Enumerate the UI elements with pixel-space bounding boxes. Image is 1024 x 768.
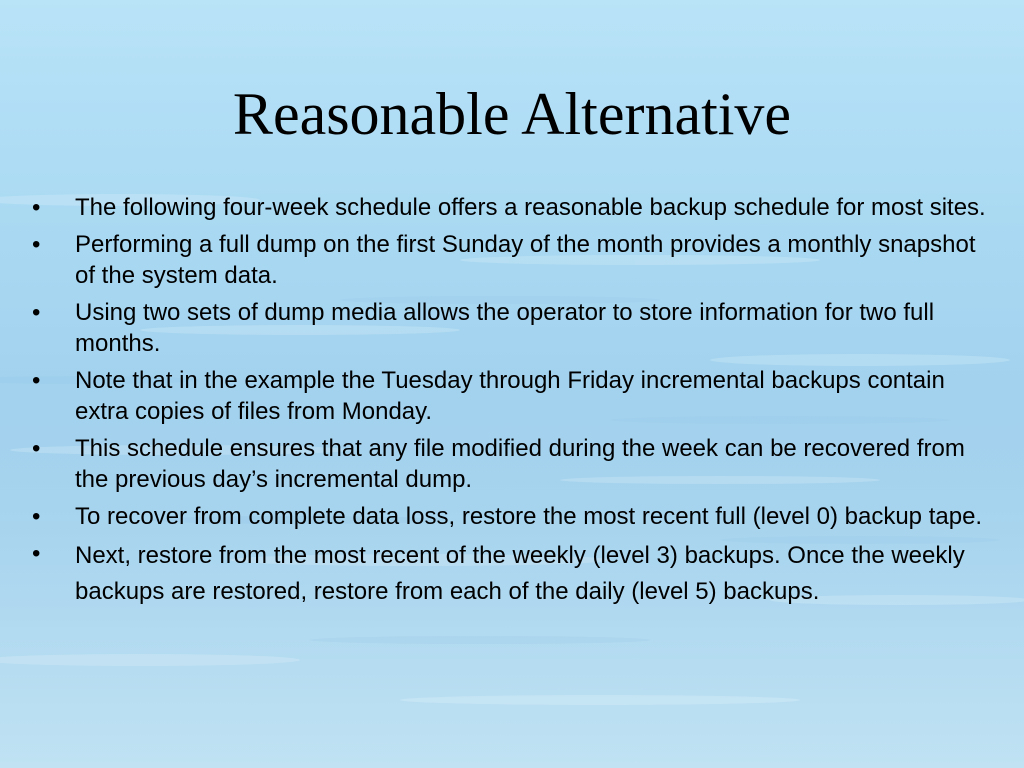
bullet-item bbox=[32, 297, 1000, 359]
bullet-icon: • bbox=[32, 194, 41, 221]
bullet-item bbox=[32, 365, 1000, 427]
bullet-text: The following four-week schedule offers a reasonable backup schedule for most sites. bbox=[75, 194, 986, 221]
bullet-text: To recover from complete data loss, restore the most recent full (level 0) backup tape. bbox=[75, 503, 983, 530]
slide-title: Reasonable Alternative bbox=[232, 81, 792, 147]
bullet-item bbox=[32, 501, 1000, 532]
bullet-icon: • bbox=[32, 231, 41, 258]
bullet-icon: • bbox=[32, 540, 41, 567]
bullet-item bbox=[32, 538, 1000, 610]
bullet-text: Performing a full dump on the first Sunday of the month provides a monthly snapshot of the system data. bbox=[75, 231, 976, 289]
bullet-text: Using two sets of dump media allows the operator to store information for two full months. bbox=[75, 299, 935, 357]
bullet-icon: • bbox=[32, 367, 41, 394]
bullet-item bbox=[32, 229, 1000, 291]
bullet-text: Next, restore from the most recent of the weekly (level 3) backups. Once the weekly backups are restored, restore from each of the daily (level 5) backups. bbox=[75, 542, 965, 605]
bullet-item bbox=[32, 192, 1000, 223]
bullet-text: This schedule ensures that any file modified during the week can be recovered from the previous day’s incremental dump. bbox=[75, 435, 965, 493]
bullet-icon: • bbox=[32, 503, 41, 530]
bullet-item bbox=[32, 433, 1000, 495]
bullet-icon: • bbox=[32, 435, 41, 462]
bullet-list bbox=[32, 192, 1000, 616]
bullet-icon: • bbox=[32, 299, 41, 326]
bullet-text: Note that in the example the Tuesday through Friday incremental backups contain extra copies of files from Monday. bbox=[75, 367, 945, 425]
